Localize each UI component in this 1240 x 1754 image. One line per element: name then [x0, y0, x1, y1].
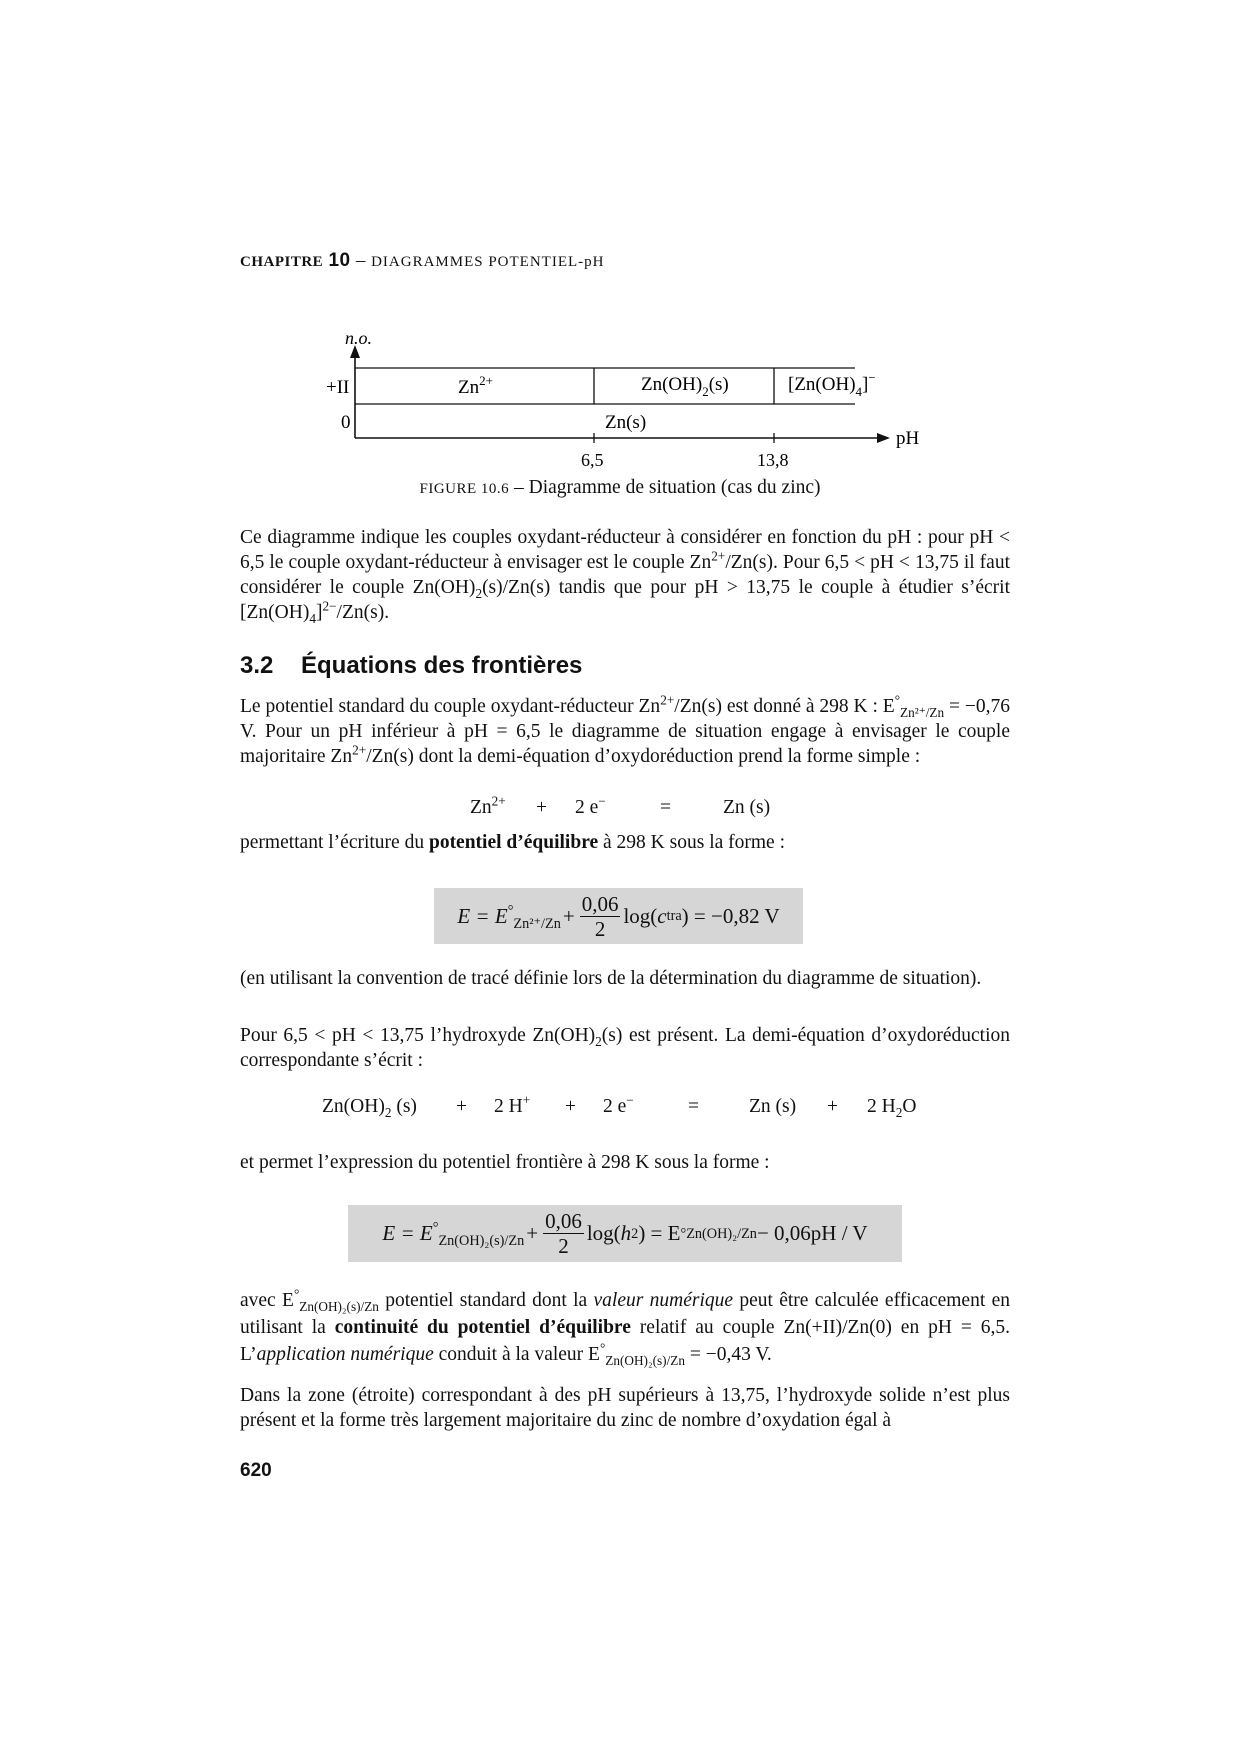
paragraph-continuity: avec $E^\circ_{Zn(OH)_2(s)/Zn}$ potentiel standard dont la valeur numérique peut être calculée efficacement en utilisant la continuité du potentiel d’équilibre relatif au couple Zn(+II)/Zn(0) en pH = 6,5. L’application numérique conduit à la valeur $E^\circ_{Zn(OH)_2(s)/Zn} = -0,43$ V.	[240, 1286, 1011, 1368]
species-zn2-plus: $Zn^{2+}$	[458, 373, 493, 398]
x-axis-label: pH	[896, 428, 920, 449]
paragraph-high-ph-zone: Dans la zone (étroite) correspondant à des pH supérieurs à 13,75, l’hydroxyde solide n’est plus présent et la forme très largement majoritaire du zinc de nombre d’oxydation égal à	[240, 1385, 1010, 1431]
header-dash: –	[355, 250, 366, 271]
boxed-formula-hydroxide-potential: $E = E^\circ_{Zn(OH)_2(s)/Zn}$ + $\frac{0,06}{2}$ log( h 2 ) = E ° Zn(OH)₂/Zn − 0,06pH / V	[348, 1205, 902, 1262]
species-zn-oh-4: $[Zn(OH)_4]^-$	[788, 370, 876, 399]
x-axis-arrow	[877, 433, 890, 443]
paragraph-boundary-intro: et permet l’expression du potentiel frontière à 298 K sous la forme :	[240, 1152, 770, 1173]
figure-caption	[0, 477, 1240, 499]
y-axis-label: n.o.	[345, 328, 372, 348]
paragraph-diagram-explanation: Ce diagramme indique les couples oxydant-réducteur à considérer en fonction du pH : pour pH < 6,5 le couple oxydant-réducteur à envisager est le couple $Zn^{2+}/Zn(s)$. Pour 6,5 < pH < 13,75 il faut considérer le couple $Zn(OH)_2(s)/Zn(s)$ tandis que pour pH > 13,75 le couple à étudier s’écrit $[Zn(OH)_4]^{2-}/Zn(s)$.	[240, 527, 1011, 626]
boxed-formula-zn2-potential: $E = E^\circ_{Zn^{2+}/Zn}$ + $\frac{0,06}{2}$ log( c tra ) = −0,82 V	[434, 888, 803, 944]
paragraph-convention: (en utilisant la convention de tracé définie lors de la détermination du diagramme de situation).	[240, 968, 982, 989]
chapter-title: DIAGRAMMES POTENTIEL-pH	[371, 254, 605, 270]
level-label-zero: 0	[341, 412, 351, 433]
level-label-plus-ii: +II	[326, 377, 350, 398]
page-number: 620	[240, 1460, 272, 1481]
tick-label-6-5: 6,5	[581, 450, 604, 470]
species-zn-solid: Zn(s)	[605, 412, 647, 433]
situation-diagram	[0, 0, 1240, 520]
tick-label-13-8: 13,8	[757, 450, 789, 470]
section-title: Équations des frontières	[301, 652, 583, 679]
species-zn-oh-2: $Zn(OH)_2(s)$	[641, 374, 729, 399]
half-equation-zn-oh-2: $Zn(OH)_2$ (s) + 2 H+ + 2 e− = Zn (s) + 2 $H_2O$	[322, 1092, 917, 1120]
figure-caption-text: – Diagramme de situation (cas du zinc)	[514, 477, 821, 498]
section-heading	[240, 652, 582, 680]
figure-caption-label: FIGURE 10.6	[419, 481, 510, 497]
chapter-label: CHAPITRE	[240, 254, 324, 270]
half-equation-zn: $Zn^{2+}$ + 2 e− = Zn (s)	[470, 793, 771, 818]
paragraph-hydroxide: Pour 6,5 < pH < 13,75 l’hydroxyde $Zn(OH)_2(s)$ est présent. La demi-équation d’oxydoréduction correspondante s’écrit :	[240, 1025, 1010, 1071]
paragraph-standard-potential: Le potentiel standard du couple oxydant-réducteur $Zn^{2+}/Zn(s)$ est donné à 298 K : $E^\circ_{Zn^{2+}/Zn} = -0,76$ V. Pour un pH inférieur à pH = 6,5 le diagramme de situation engage à envisager le couple majoritaire $Zn^{2+}/Zn(s)$ dont la demi-équation d’oxydoréduction prend la forme simple :	[240, 692, 1010, 767]
chapter-number: 10	[328, 250, 351, 271]
paragraph-equilibrium-intro: permettant l’écriture du potentiel d’équilibre à 298 K sous la forme :	[240, 832, 785, 853]
section-number: 3.2	[240, 652, 274, 679]
